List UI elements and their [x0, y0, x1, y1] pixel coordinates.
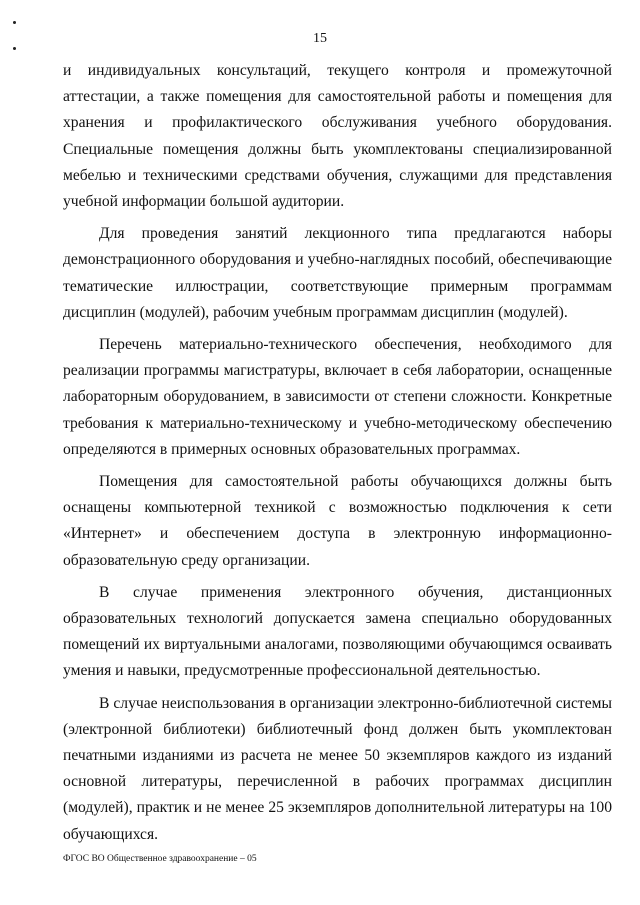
paragraph: В случае неиспользования в организации электронно-библиотечной системы (электронной библиотеки) библиотечный фонд должен быть укомплектован печатными изданиями из расчета не менее 50 экземпляров каждого из изданий основной литературы, перечисленной в рабочих программах дисциплин (модулей), практик и не менее 25 экземпляров дополнительной литературы на 100 обучающихся.	[63, 694, 612, 843]
paragraph: Помещения для самостоятельной работы обучающихся должны быть оснащены компьютерной техникой с возможностью подключения к сети «Интернет» и обеспечением доступа в электронную информационно-образовательную среду организации.	[63, 473, 612, 569]
body-text	[63, 58, 612, 854]
page-footer: ФГОС ВО Общественное здравоохранение – 05	[63, 854, 257, 864]
scan-artifact-dot	[13, 21, 16, 24]
scan-artifact-dot	[13, 47, 16, 50]
page-number: 15	[313, 31, 327, 46]
paragraph: и индивидуальных консультаций, текущего контроля и промежуточной аттестации, а также помещения для самостоятельной работы и помещения для хранения и профилактического обслуживания учебного оборудования. Специальные помещения должны быть укомплектованы специализированной мебелью и техническими средствами обучения, служащими для представления учебной информации большой аудитории.	[63, 62, 612, 211]
paragraph: Перечень материально-технического обеспечения, необходимого для реализации программы магистратуры, включает в себя лаборатории, оснащенные лабораторным оборудованием, в зависимости от степени сложности. Конкретные требования к материально-техническому и учебно-методическому обеспечению определяются в примерных основных образовательных программах.	[63, 336, 612, 458]
paragraph: В случае применения электронного обучения, дистанционных образовательных технологий допускается замена специально оборудованных помещений их виртуальными аналогами, позволяющими обучающимся осваивать умения и навыки, предусмотренные профессиональной деятельностью.	[63, 583, 612, 680]
paragraph: Для проведения занятий лекционного типа предлагаются наборы демонстрационного оборудования и учебно-наглядных пособий, обеспечивающие тематические иллюстрации, соответствующие примерным программам дисциплин (модулей), рабочим учебным программам дисциплин (модулей).	[63, 225, 612, 321]
